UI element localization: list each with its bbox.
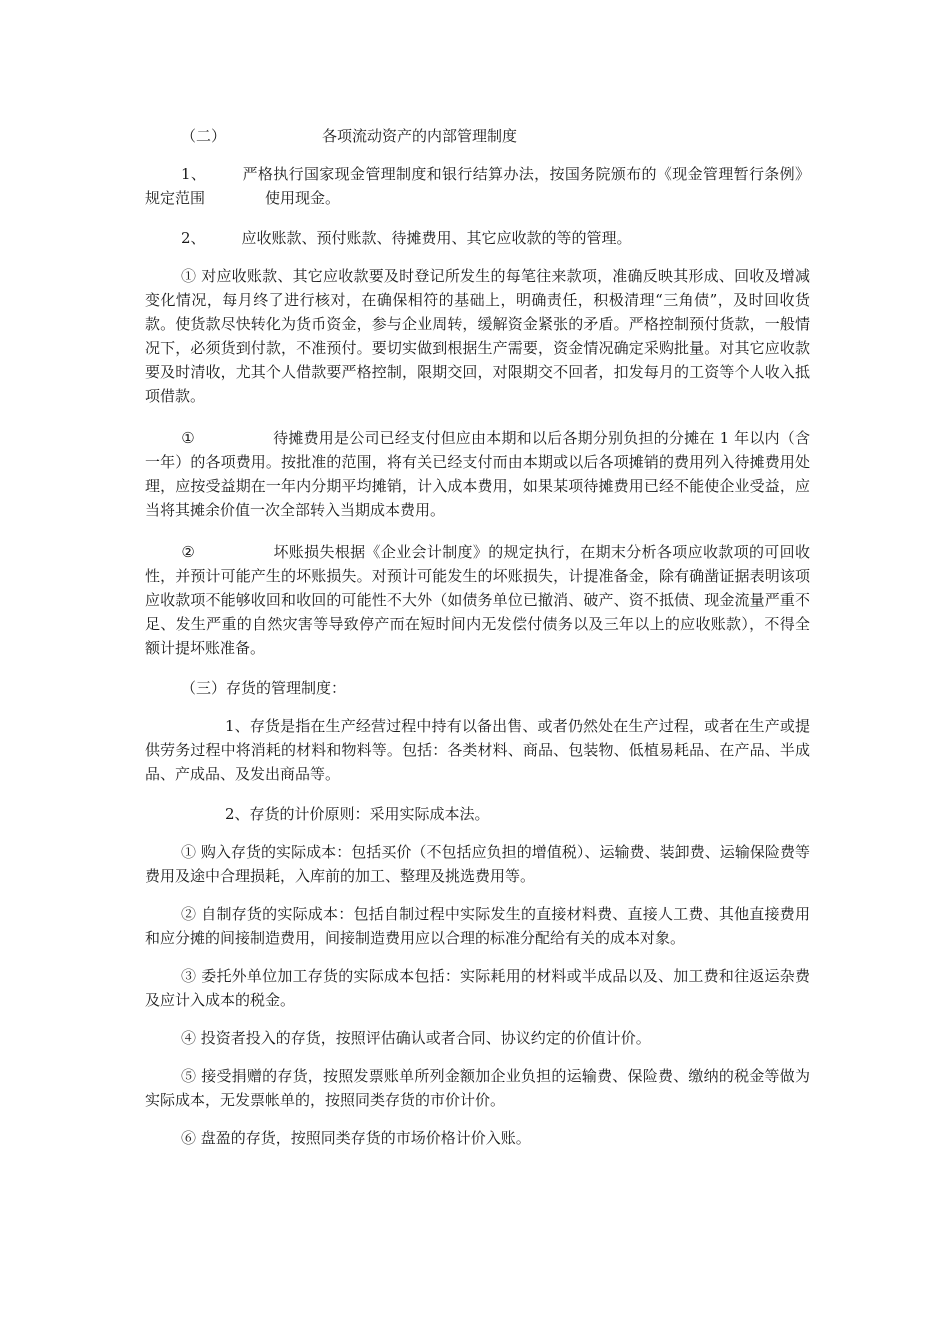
item1-number: 1、 xyxy=(181,165,207,183)
item1-text-a: 严格执行国家现金管理制度和银行结算办法，按国务院颁布的《现金管理暂行条例》规定范围 xyxy=(145,165,810,207)
section3-heading-text: （三）存货的管理制度： xyxy=(181,679,347,697)
section3-item1: 1、存货是指在生产经营过程中持有以备出售、或者仍然处在生产过程，或者在生产或提供劳务过程中将消耗的材料和物料等。包括：各类材料、商品、包装物、低植易耗品、在产品、半成品、产成品、及发出商品等。 xyxy=(145,717,810,783)
item2-p3-text: 坏账损失根据《企业会计制度》的规定执行，在期末分析各项应收款项的可回收性，并预计可能产生的坏账损失。对预计可能发生的坏账损失，计提准备金，除有确凿证据表明该项应收款项不能够收回和收回的可能性不大外（如债务单位已撤消、破产、资不抵债、现金流量严重不足、发生严重的自然灾害等导致停产而在短时间内无发偿付债务以及三年以上的应收账款），不得全额计提坏账准备。 xyxy=(145,543,810,657)
item2-paragraph-3 xyxy=(145,540,810,660)
section3-cost-2: ② 自制存货的实际成本：包括自制过程中实际发生的直接材料费、直接人工费、其他直接费用和应分摊的间接制造费用，间接制造费用应以合理的标准分配给有关的成本对象。 xyxy=(145,905,810,947)
item2-p2-text: 待摊费用是公司已经支付但应由本期和以后各期分别负担的分摊在 1 年以内（含一年）的各项费用。按批准的范围，将有关已经支付而由本期或以后各项摊销的费用列入待摊费用处理，应按受益期在一年内分期平均摊销，计入成本费用，如果某项待摊费用已经不能使企业受益，应当将其摊余价值一次全部转入当期成本费用。 xyxy=(145,429,810,519)
item2-p2-marker: ① xyxy=(181,429,195,447)
section3-cost-3: ③ 委托外单位加工存货的实际成本包括：实际耗用的材料或半成品以及、加工费和往返运杂费及应计入成本的税金。 xyxy=(145,967,810,1009)
section2-label: （二） xyxy=(181,127,227,145)
item2-text: 应收账款、预付账款、待摊费用、其它应收款的等的管理。 xyxy=(241,229,632,247)
item2-heading xyxy=(145,226,810,250)
item2-number: 2、 xyxy=(181,229,206,247)
section3-cost-4: ④ 投资者投入的存货，按照评估确认或者合同、协议约定的价值计价。 xyxy=(181,1029,651,1047)
section3-cost-5: ⑤ 接受捐赠的存货，按照发票账单所列金额加企业负担的运输费、保险费、缴纳的税金等做为实际成本，无发票帐单的，按照同类存货的市价计价。 xyxy=(145,1067,810,1109)
item2-p3-marker: ② xyxy=(181,543,196,561)
item1-text-b: 使用现金。 xyxy=(265,189,341,207)
section2-heading xyxy=(145,124,810,148)
item2-paragraph-1: ① 对应收账款、其它应收款要及时登记所发生的每笔往来款项，准确反映其形成、回收及增减变化情况，每月终了进行核对，在确保相符的基础上，明确责任，积极清理“三角债”，及时回收货款。使货款尽快转化为货币资金，参与企业周转，缓解资金紧张的矛盾。严格控制预付货款，一般情况下，必须货到付款，不准预付。要切实做到根据生产需要，资金情况确定采购批量。对其它应收款要及时清收，尤其个人借款要严格控制，限期交回，对限期交不回者，扣发每月的工资等个人收入抵项借款。 xyxy=(145,267,810,405)
item1-paragraph xyxy=(145,162,810,210)
section2-title: 各项流动资产的内部管理制度 xyxy=(322,127,518,145)
section3-heading xyxy=(145,676,810,700)
section3-cost-1: ① 购入存货的实际成本：包括买价（不包括应负担的增值税）、运输费、装卸费、运输保险费等费用及途中合理损耗，入库前的加工、整理及挑选费用等。 xyxy=(145,843,810,885)
item2-paragraph-2 xyxy=(145,426,810,522)
section3-item2: 2、存货的计价原则：采用实际成本法。 xyxy=(225,805,490,823)
section3-cost-6: ⑥ 盘盈的存货，按照同类存货的市场价格计价入账。 xyxy=(181,1129,531,1147)
